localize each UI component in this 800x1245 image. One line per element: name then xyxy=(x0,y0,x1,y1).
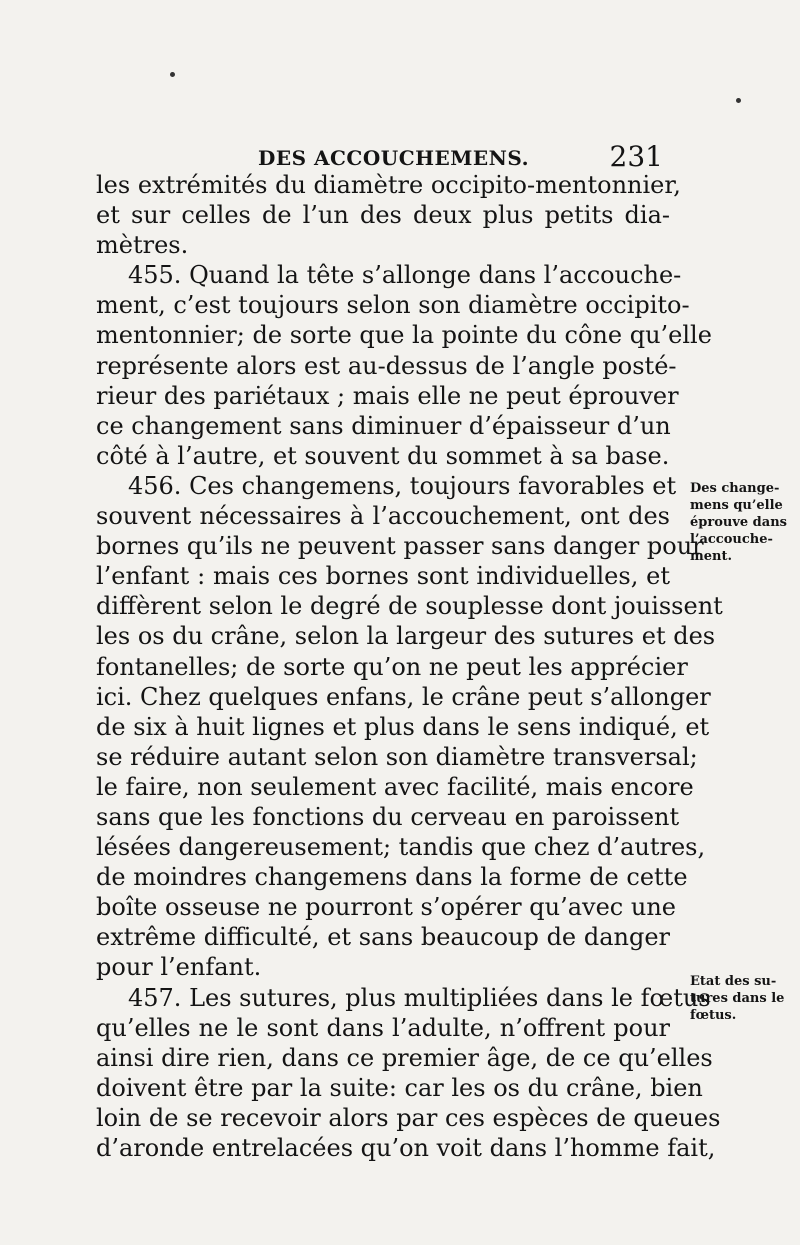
margin-note-line: tures dans le xyxy=(690,991,785,1006)
margin-note-line: Etat des su- xyxy=(690,974,777,989)
text-line: souvent nécessaires à l’accouchement, ont des xyxy=(96,502,670,531)
text-line: diffèrent selon le degré de souplesse dont jouissent xyxy=(96,592,723,621)
text-line: lésées dangereusement; tandis que chez d’autres, xyxy=(96,833,706,862)
text-line: ment, c’est toujours selon son diamètre occipito- xyxy=(96,291,690,320)
text-line: d’aronde entrelacées qu’on voit dans l’homme fait, xyxy=(96,1134,716,1162)
text-line: et sur celles de l’un des deux plus petits dia- xyxy=(96,201,670,230)
text-line: mètres. xyxy=(96,231,189,260)
margin-note-sutures xyxy=(690,973,790,1024)
text-line: côté à l’autre, et souvent du sommet à sa base. xyxy=(96,441,670,470)
margin-note-line: fœtus. xyxy=(690,1008,737,1023)
margin-note-line: ment. xyxy=(690,549,733,564)
text-line: rieur des pariétaux ; mais elle ne peut éprouver xyxy=(96,381,679,410)
text-line: représente alors est au-dessus de l’angle posté- xyxy=(96,351,677,380)
text-line: qu’elles ne le sont dans l’adulte, n’offrent pour xyxy=(96,1013,670,1042)
page-number: 231 xyxy=(609,140,663,173)
margin-note-line: mens qu’elle xyxy=(690,498,783,513)
text-line: fontanelles; de sorte qu’on ne peut les apprécier xyxy=(96,652,688,681)
text-line: les os du crâne, selon la largeur des sutures et des xyxy=(96,622,716,651)
text-line: se réduire autant selon son diamètre transversal; xyxy=(96,742,698,771)
text-line: mentonnier; de sorte que la pointe du cône qu’elle xyxy=(96,321,712,350)
text-line: ainsi dire rien, dans ce premier âge, de ce qu’elles xyxy=(96,1043,713,1072)
margin-note-changes xyxy=(690,480,790,565)
text-line: loin de se recevoir alors par ces espèces de queues xyxy=(96,1103,721,1132)
running-title: DES ACCOUCHEMENS. xyxy=(258,146,530,170)
running-header xyxy=(258,140,663,174)
paper-speck xyxy=(736,98,741,103)
text-line: ici. Chez quelques enfans, le crâne peut s’allonger xyxy=(96,682,711,711)
text-line: les extrémités du diamètre occipito-mentonnier, xyxy=(96,171,681,199)
margin-note-line: l’accouche- xyxy=(690,532,773,547)
text-line: pour l’enfant. xyxy=(96,953,262,982)
text-line: bornes qu’ils ne peuvent passer sans danger pour xyxy=(96,532,704,561)
text-line: de moindres changemens dans la forme de cette xyxy=(96,863,688,892)
text-line: l’enfant : mais ces bornes sont individuelles, et xyxy=(96,562,670,591)
text-line: 457. Les sutures, plus multipliées dans le fœtus xyxy=(128,983,711,1012)
text-line: boîte osseuse ne pourront s’opérer qu’avec une xyxy=(96,893,676,922)
text-line: le faire, non seulement avec facilité, mais encore xyxy=(96,772,694,801)
text-line: ce changement sans diminuer d’épaisseur d’un xyxy=(96,411,671,440)
text-line: de six à huit lignes et plus dans le sens indiqué, et xyxy=(96,712,710,741)
text-line: extrême difficulté, et sans beaucoup de danger xyxy=(96,923,670,952)
text-line: doivent être par la suite: car les os du crâne, bien xyxy=(96,1073,703,1102)
text-line: sans que les fonctions du cerveau en paroissent xyxy=(96,802,680,831)
margin-note-line: Des change- xyxy=(690,481,780,496)
margin-note-line: éprouve dans xyxy=(690,515,787,530)
paper-speck xyxy=(170,72,175,77)
text-line: 456. Ces changemens, toujours favorables et xyxy=(128,471,677,500)
text-line: 455. Quand la tête s’allonge dans l’accouche- xyxy=(128,261,682,290)
body-text xyxy=(96,170,723,1163)
